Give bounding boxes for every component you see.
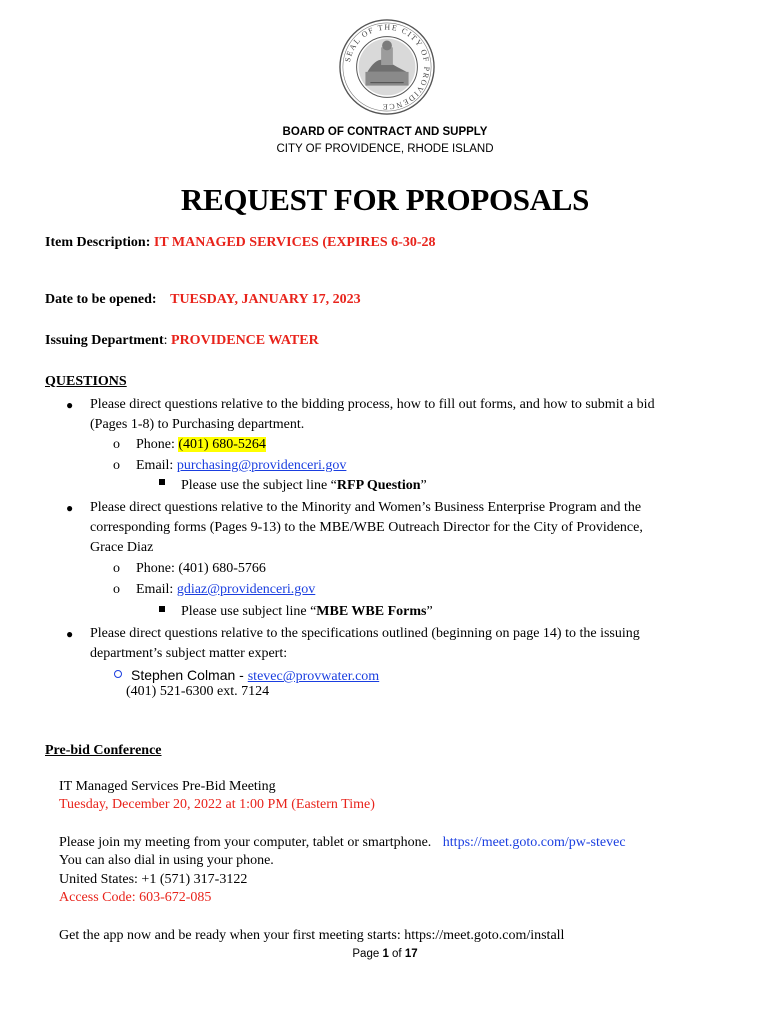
- bullet-icon: ●: [66, 627, 74, 641]
- questions-heading: QUESTIONS: [45, 374, 127, 389]
- prebid-app-text: Get the app now and be ready when your first meeting starts: https://meet.goto.com/install: [59, 928, 565, 943]
- date-opened-label: Date to be opened:: [45, 292, 157, 307]
- rfp-subject-bold: RFP Question: [336, 478, 421, 493]
- item-description-label: Item Description:: [45, 235, 151, 250]
- bullet-2-line-2: corresponding forms (Pages 9-13) to the MBE/WBE Outreach Director for the City of Providence,: [90, 520, 643, 535]
- page-total: 17: [404, 948, 418, 960]
- prebid-join-text: Please join my meeting from your computer, tablet or smartphone.: [59, 835, 432, 850]
- page-current: 1: [382, 948, 389, 960]
- sub-bullet-icon: o: [113, 582, 120, 597]
- date-opened-value: TUESDAY, JANUARY 17, 2023: [170, 292, 361, 307]
- square-bullet-icon: [159, 606, 165, 612]
- prebid-join-row: [59, 833, 626, 853]
- rfp-subject-post: ”: [420, 478, 427, 493]
- city-seal-logo: [338, 18, 436, 116]
- mbe-subject-bold: MBE WBE Forms: [316, 604, 427, 619]
- prebid-dial-text: You can also dial in using your phone.: [59, 853, 274, 868]
- mbe-subject-post: ”: [426, 604, 433, 619]
- purchasing-phone: (401) 680-5264: [178, 437, 266, 452]
- svg-text:SEAL OF THE CITY OF PROVIDENCE: SEAL OF THE CITY OF PROVIDENCE: [343, 22, 432, 112]
- purchasing-phone-row: [136, 435, 266, 455]
- page-title: REQUEST FOR PROPOSALS: [180, 182, 590, 217]
- sub-bullet-icon: o: [113, 458, 120, 473]
- item-description-row: [45, 235, 436, 251]
- page-word: Page: [352, 948, 383, 960]
- issuing-department-label: Issuing Department: [45, 333, 164, 348]
- purchasing-email-link[interactable]: purchasing@providenceri.gov: [176, 458, 347, 473]
- page-number: [0, 948, 770, 960]
- square-bullet-icon: [159, 479, 165, 485]
- rfp-subject-line: [181, 476, 427, 496]
- hollow-bullet-icon: [114, 670, 122, 678]
- issuing-department-row: [45, 333, 319, 349]
- board-heading: BOARD OF CONTRACT AND SUPPLY: [282, 126, 488, 138]
- prebid-heading: Pre-bid Conference: [45, 743, 162, 758]
- mbe-phone: Phone: (401) 680-5766: [136, 561, 266, 576]
- bullet-3-line-1: Please direct questions relative to the specifications outlined (beginning on page 14) to the issuing: [90, 626, 640, 641]
- prebid-meeting-name: IT Managed Services Pre-Bid Meeting: [59, 779, 276, 794]
- of-word: of: [388, 948, 405, 960]
- contact-email-link[interactable]: stevec@provwater.com: [247, 669, 380, 684]
- mbe-subject-pre: Please use subject line “: [181, 604, 317, 619]
- mbe-email-row: [136, 580, 315, 600]
- bullet-3-line-2: department’s subject matter expert:: [90, 646, 288, 661]
- prebid-datetime: Tuesday, December 20, 2022 at 1:00 PM (Eastern Time): [59, 797, 375, 812]
- issuing-department-colon: :: [163, 333, 168, 348]
- prebid-meeting-link[interactable]: https://meet.goto.com/pw-stevec: [442, 835, 626, 850]
- sub-bullet-icon: o: [113, 561, 120, 576]
- contact-name: Stephen Colman -: [131, 667, 248, 683]
- purchasing-email-row: [136, 456, 346, 476]
- mbe-email-label: Email:: [136, 582, 177, 597]
- bullet-icon: ●: [66, 398, 74, 412]
- item-description-value: IT MANAGED SERVICES (EXPIRES 6-30-28: [153, 235, 436, 250]
- prebid-us-number: United States: +1 (571) 317-3122: [59, 872, 248, 887]
- purchasing-phone-label: Phone:: [136, 437, 179, 452]
- purchasing-email-label: Email:: [136, 458, 177, 473]
- sub-bullet-icon: o: [113, 437, 120, 452]
- bullet-icon: ●: [66, 501, 74, 515]
- prebid-access-code: Access Code: 603-672-085: [59, 890, 212, 905]
- rfp-subject-pre: Please use the subject line “: [181, 478, 337, 493]
- city-heading: CITY OF PROVIDENCE, RHODE ISLAND: [276, 143, 494, 155]
- bullet-1-line-1: Please direct questions relative to the bidding process, how to fill out forms, and how to submit a bid: [90, 397, 655, 412]
- bullet-2-line-1: Please direct questions relative to the Minority and Women’s Business Enterprise Program and the: [90, 500, 642, 515]
- mbe-subject-line: [181, 602, 433, 622]
- date-opened-row: [45, 292, 361, 308]
- issuing-department-value: PROVIDENCE WATER: [171, 333, 319, 348]
- bullet-2-line-3: Grace Diaz: [90, 540, 154, 555]
- contact-phone: (401) 521-6300 ext. 7124: [126, 684, 270, 699]
- bullet-1-line-2: (Pages 1-8) to Purchasing department.: [90, 417, 305, 432]
- mbe-email-link[interactable]: gdiaz@providenceri.gov: [176, 582, 316, 597]
